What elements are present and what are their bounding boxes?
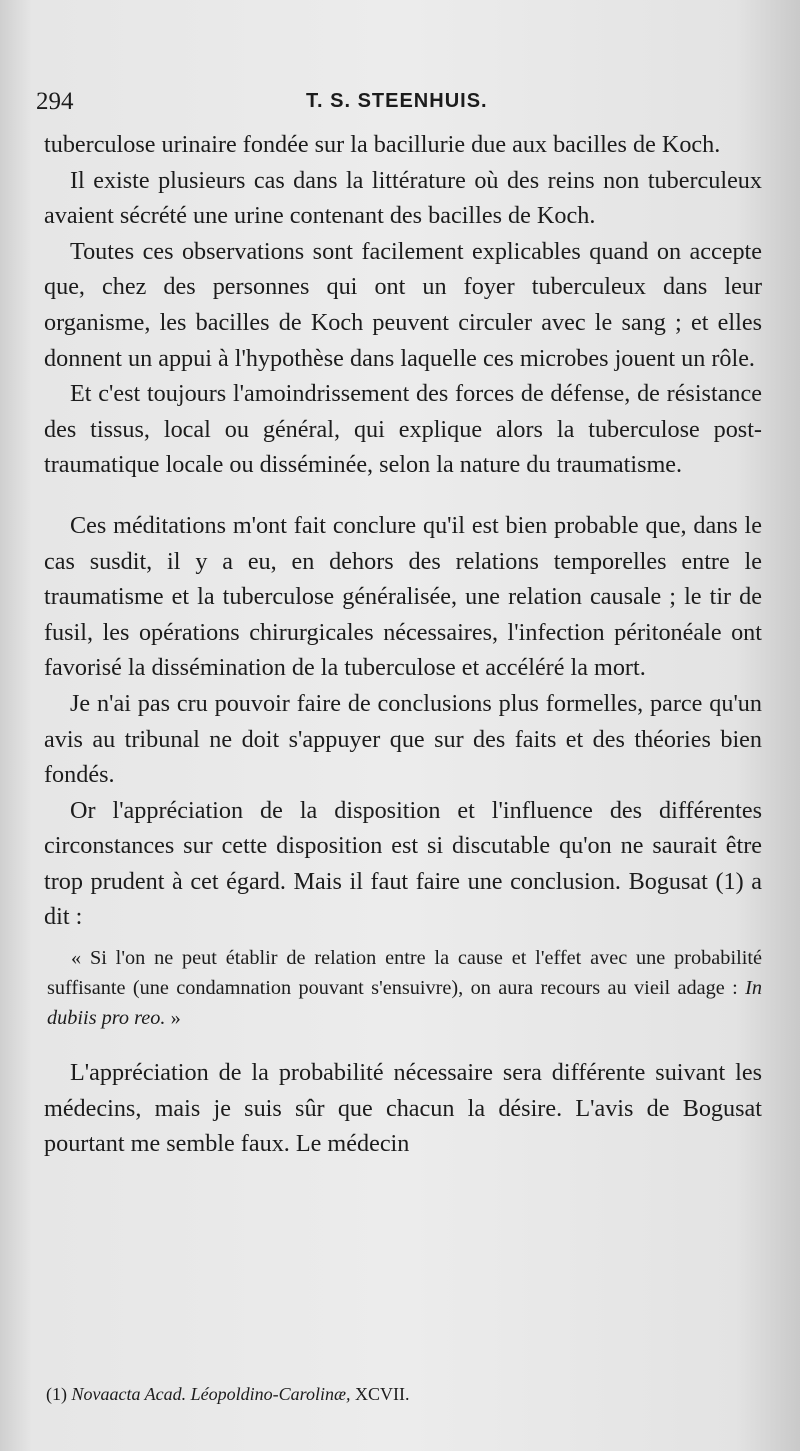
block-quote xyxy=(44,943,762,1033)
paragraph-continuation: tuberculose urinaire fondée sur la bacillurie due aux bacilles de Koch. xyxy=(44,131,721,158)
paragraph: Toutes ces observations sont facilement explicables quand on accepte que, chez des personnes qui ont un foyer tuberculeux dans leur organisme, les bacilles de Koch peuvent circuler avec le sang ; et elles donnent un appui à l'hypothèse dans laquelle ces microbes jouent un rôle. xyxy=(44,237,762,372)
body-text xyxy=(44,127,762,1162)
paragraph: L'appréciation de la probabilité nécessaire sera différente suivant les médecins, mais je suis sûr que chacun la désire. L'avis de Bogusat pourtant me semble faux. Le médecin xyxy=(44,1059,762,1158)
quote-close: » xyxy=(165,1007,181,1030)
quote-paragraph xyxy=(47,943,762,1033)
footnote xyxy=(46,1384,746,1405)
quote-italic: In dubiis pro reo. xyxy=(47,977,762,1030)
paragraph: Je n'ai pas cru pouvoir faire de conclusions plus formelles, parce qu'un avis au tribunal ne doit s'appuyer que sur des faits et des théories bien fondés. xyxy=(44,689,762,789)
paragraph: Or l'appréciation de la disposition et l'influence des différentes circonstances sur cette disposition est si discutable qu'on ne saurait être trop prudent à cet égard. Mais il faut faire une conclusion. Bogusat (1) a dit : xyxy=(44,796,762,931)
paragraph: Il existe plusieurs cas dans la littérature où des reins non tuberculeux avaient sécrété une urine contenant des bacilles de Koch. xyxy=(44,166,762,230)
footnote-volume: XCVII. xyxy=(350,1384,410,1404)
footnote-citation: Novaacta Acad. Léopoldino-Carolinæ, xyxy=(71,1384,351,1404)
paragraph: Ces méditations m'ont fait conclure qu'il est bien probable que, dans le cas susdit, il y a eu, en dehors des relations temporelles entre le traumatisme et la tuberculose généralisée, une relation causale ; le tir de fusil, les opérations chirurgicales nécessaires, l'infection péritonéale ont favorisé la dissémination de la tuberculose et accéléré la mort. xyxy=(44,511,762,682)
paragraph: Et c'est toujours l'amoindrissement des forces de défense, de résistance des tissus, local ou général, qui explique alors la tuberculose post-traumatique locale ou disséminée, selon la nature du traumatisme. xyxy=(44,380,762,479)
quote-text: « Si l'on ne peut établir de relation entre la cause et l'effet avec une probabilité suffisante (une condamnation pouvant s'ensuivre), on aura recours au vieil adage : xyxy=(47,947,762,1000)
page-number: 294 xyxy=(36,88,74,115)
running-head: T. S. STEENHUIS. xyxy=(306,90,488,112)
footnote-marker: (1) xyxy=(46,1384,72,1404)
page-header xyxy=(36,88,760,118)
